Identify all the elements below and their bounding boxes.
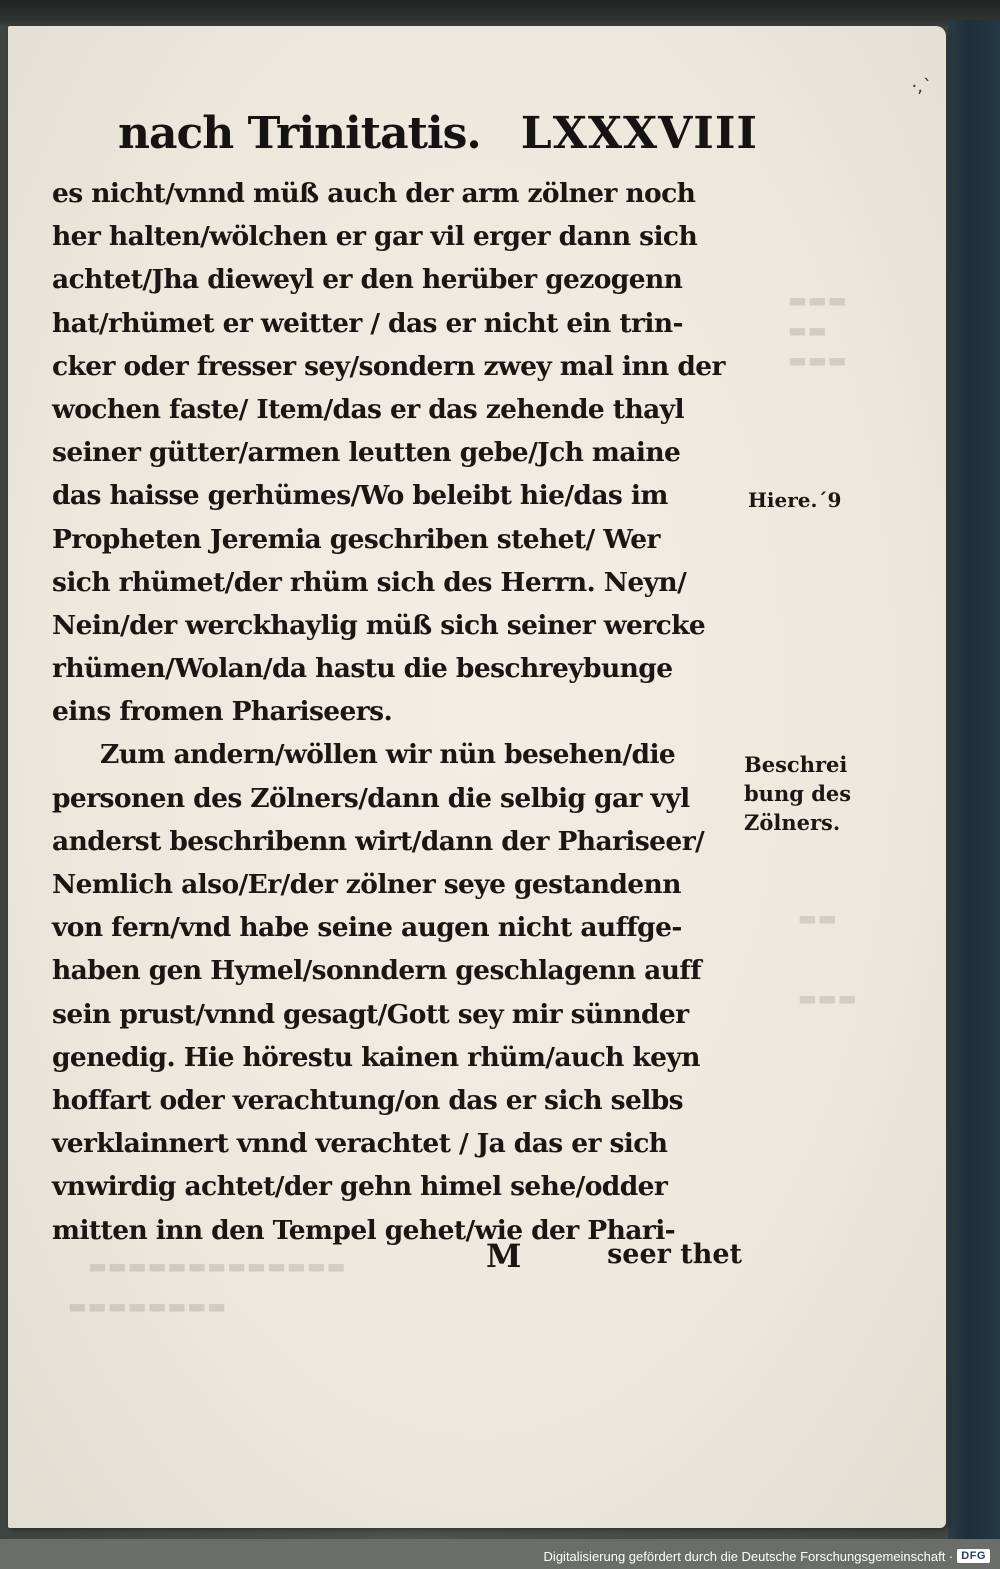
text-line: das haisse gerhümes/Wo beleibt hie/das im bbox=[52, 480, 668, 512]
folio-number: LXXXVIII bbox=[520, 108, 758, 159]
text-line: Nein/der werckhaylig müß sich seiner wercke bbox=[52, 609, 706, 641]
show-through-mark: ▬▬▬▬▬▬▬▬ bbox=[68, 1294, 228, 1318]
text-line: genedig. Hie hörestu kainen rhüm/auch keyn bbox=[52, 1041, 700, 1073]
show-through-mark: ▬▬▬ bbox=[798, 986, 858, 1010]
show-through-mark: ▬▬ bbox=[798, 906, 838, 930]
margin-note-line: Beschrei bbox=[744, 752, 848, 777]
margin-note-line: bung des bbox=[744, 781, 852, 806]
catch-line bbox=[52, 1237, 742, 1281]
text-line: Zum andern/wöllen wir nün besehen/die bbox=[100, 739, 676, 771]
text-line: es nicht/vnnd müß auch der arm zölner noch bbox=[52, 178, 696, 209]
text-line: wochen faste/ Item/das er das zehende thayl bbox=[52, 393, 684, 425]
right-paper-strip bbox=[948, 20, 1000, 1540]
show-through-mark: ▬▬▬ bbox=[788, 348, 848, 372]
catchword: seer thet bbox=[607, 1239, 742, 1270]
text-line: hoffart oder verachtung/on das er sich selbs bbox=[52, 1084, 683, 1116]
text-line: rhümen/Wolan/da hastu die beschreybunge bbox=[52, 653, 673, 685]
text-line: sich rhümet/der rhüm sich des Herrn. Neyn/ bbox=[52, 566, 687, 598]
text-line: achtet/Jha dieweyl er den herüber gezogenn bbox=[52, 264, 683, 296]
text-line: mitten inn den Tempel gehet/wie der Phari- bbox=[52, 1214, 676, 1246]
text-line: Nemlich also/Er/der zölner seye gestandenn bbox=[52, 869, 681, 900]
digitization-credit bbox=[544, 1546, 990, 1566]
text-line: sein prust/vnnd gesagt/Gott sey mir sünnder bbox=[52, 998, 689, 1030]
text-line: cker oder fresser sey/sondern zwey mal inn der bbox=[52, 350, 725, 382]
text-line: her halten/wölchen er gar vil erger dann sich bbox=[52, 221, 698, 253]
text-line: verklainnert vnnd verachtet / Ja das er sich bbox=[52, 1128, 668, 1160]
margin-note-line: Zölners. bbox=[744, 810, 841, 835]
credit-text: Digitalisierung gefördert durch die Deutsche Forschungsgemeinschaft · bbox=[543, 1548, 954, 1564]
corner-mark: ·,` bbox=[911, 76, 932, 97]
text-line: vnwirdig achtet/der gehn himel sehe/odder bbox=[52, 1171, 668, 1203]
text-line: haben gen Hymel/sonndern geschlagenn auff bbox=[52, 955, 701, 987]
show-through-mark: ▬▬▬▬▬▬▬▬▬▬▬▬▬ bbox=[88, 1254, 347, 1278]
running-head: nach Trinitatis. bbox=[118, 108, 481, 159]
body-text bbox=[52, 172, 742, 1252]
text-line: Propheten Jeremia geschriben stehet/ Wer bbox=[52, 523, 660, 555]
margin-note-description bbox=[744, 750, 851, 837]
signature-mark: M bbox=[486, 1237, 522, 1275]
binding-edge bbox=[0, 0, 1000, 26]
page-header bbox=[118, 108, 758, 172]
text-line: personen des Zölners/dann die selbig gar vyl bbox=[52, 782, 690, 814]
text-line: von fern/vnd habe seine augen nicht auffge- bbox=[52, 912, 682, 944]
margin-note-reference: Hiere.´9 bbox=[748, 488, 842, 512]
dfg-logo: DFG bbox=[957, 1549, 990, 1563]
text-line: seiner gütter/armen leutten gebe/Jch maine bbox=[52, 437, 681, 469]
show-through-mark: ▬▬▬ bbox=[788, 288, 848, 312]
text-line: eins fromen Phariseers. bbox=[52, 696, 393, 728]
show-through-mark: ▬▬ bbox=[788, 318, 828, 342]
text-line: anderst beschribenn wirt/dann der Phariseer/ bbox=[52, 825, 705, 857]
text-line: hat/rhümet er weitter / das er nicht ein trin- bbox=[52, 307, 683, 339]
